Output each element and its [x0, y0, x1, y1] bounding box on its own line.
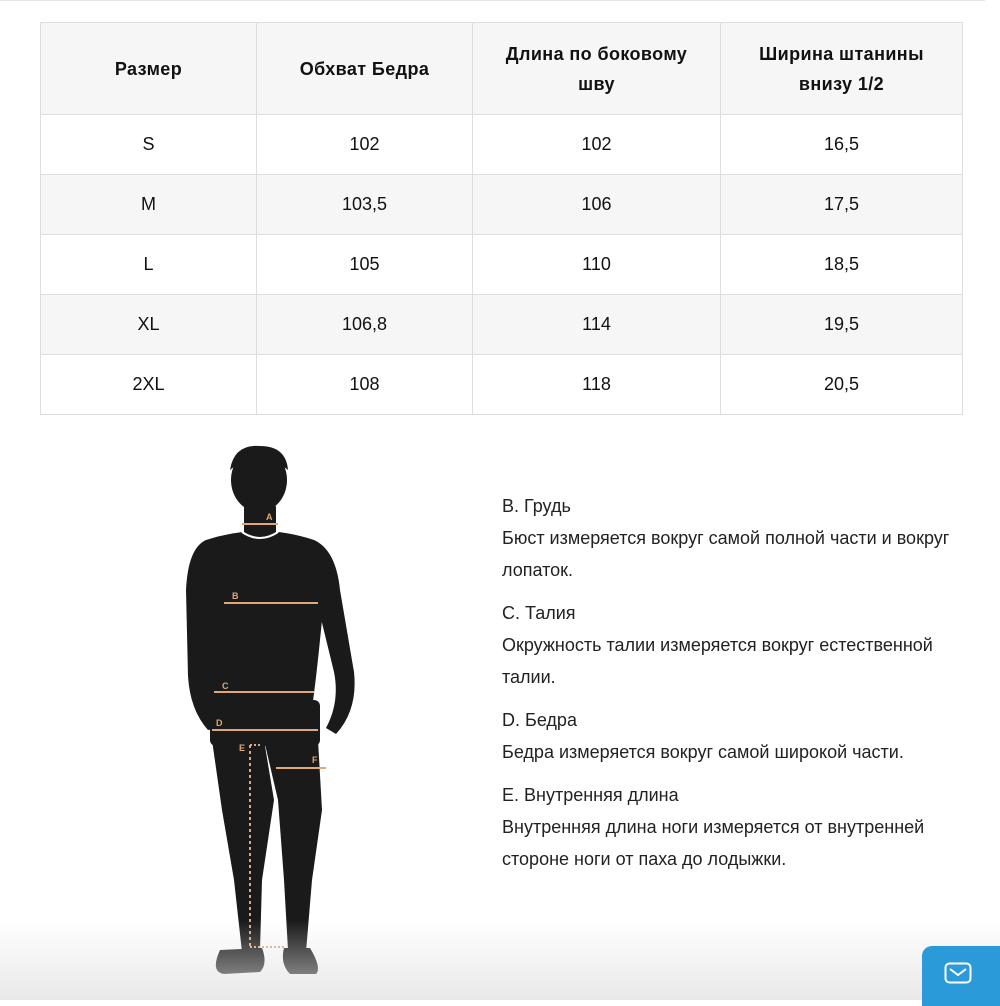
table-row — [41, 355, 963, 415]
table-header-row — [41, 23, 963, 115]
cell-size: XL — [41, 295, 257, 355]
legend-title: B. Грудь — [502, 496, 571, 516]
table-row — [41, 235, 963, 295]
man-silhouette — [150, 440, 410, 985]
legend-item-waist — [502, 597, 972, 693]
marker-f: F — [312, 755, 318, 765]
header-side-seam-length — [473, 23, 721, 115]
cell-length: 110 — [473, 235, 721, 295]
marker-c: C — [222, 681, 229, 691]
cell-size: 2XL — [41, 355, 257, 415]
cell-hip: 105 — [257, 235, 473, 295]
cell-hip: 106,8 — [257, 295, 473, 355]
table-row — [41, 115, 963, 175]
bottom-fade — [0, 920, 1000, 1000]
cell-width: 19,5 — [721, 295, 963, 355]
legend-description: Окружность талии измеряется вокруг естественной талии. — [502, 635, 933, 687]
cell-length: 118 — [473, 355, 721, 415]
envelope-icon — [944, 962, 972, 984]
legend-title: C. Талия — [502, 603, 576, 623]
legend-title: D. Бедра — [502, 710, 577, 730]
cell-size: L — [41, 235, 257, 295]
legend-title: E. Внутренняя длина — [502, 785, 679, 805]
cell-size: S — [41, 115, 257, 175]
marker-e: E — [239, 743, 246, 753]
header-leg-width — [721, 23, 963, 115]
marker-b: B — [232, 591, 239, 601]
table-row — [41, 295, 963, 355]
header-size: Размер — [41, 23, 257, 115]
legend-item-hips — [502, 704, 972, 768]
legend-description: Бюст измеряется вокруг самой полной части и вокруг лопаток. — [502, 528, 950, 580]
cell-width: 16,5 — [721, 115, 963, 175]
cell-hip: 108 — [257, 355, 473, 415]
top-divider — [0, 0, 985, 1]
size-chart-table — [40, 22, 963, 415]
cell-width: 17,5 — [721, 175, 963, 235]
table-row — [41, 175, 963, 235]
header-hip-girth: Обхват Бедра — [257, 23, 473, 115]
cell-length: 114 — [473, 295, 721, 355]
cell-hip: 103,5 — [257, 175, 473, 235]
marker-d: D — [216, 718, 223, 728]
legend-description: Бедра измеряется вокруг самой широкой части. — [502, 742, 904, 762]
header-side-seam-text: Длина по боковому шву — [505, 43, 688, 94]
legend-item-chest — [502, 490, 972, 586]
measurement-figure — [150, 440, 410, 985]
marker-a: A — [266, 512, 273, 522]
legend-item-inseam — [502, 779, 972, 875]
cell-size: M — [41, 175, 257, 235]
cell-length: 106 — [473, 175, 721, 235]
cell-length: 102 — [473, 115, 721, 175]
legend-description: Внутренняя длина ноги измеряется от внутренней стороне ноги от паха до лодыжки. — [502, 817, 925, 869]
measurement-legend — [502, 490, 972, 886]
cell-hip: 102 — [257, 115, 473, 175]
chat-widget-button[interactable] — [922, 946, 1000, 1006]
cell-width: 18,5 — [721, 235, 963, 295]
cell-width: 20,5 — [721, 355, 963, 415]
header-leg-width-text: Ширина штанины внизу 1/2 — [759, 43, 924, 94]
